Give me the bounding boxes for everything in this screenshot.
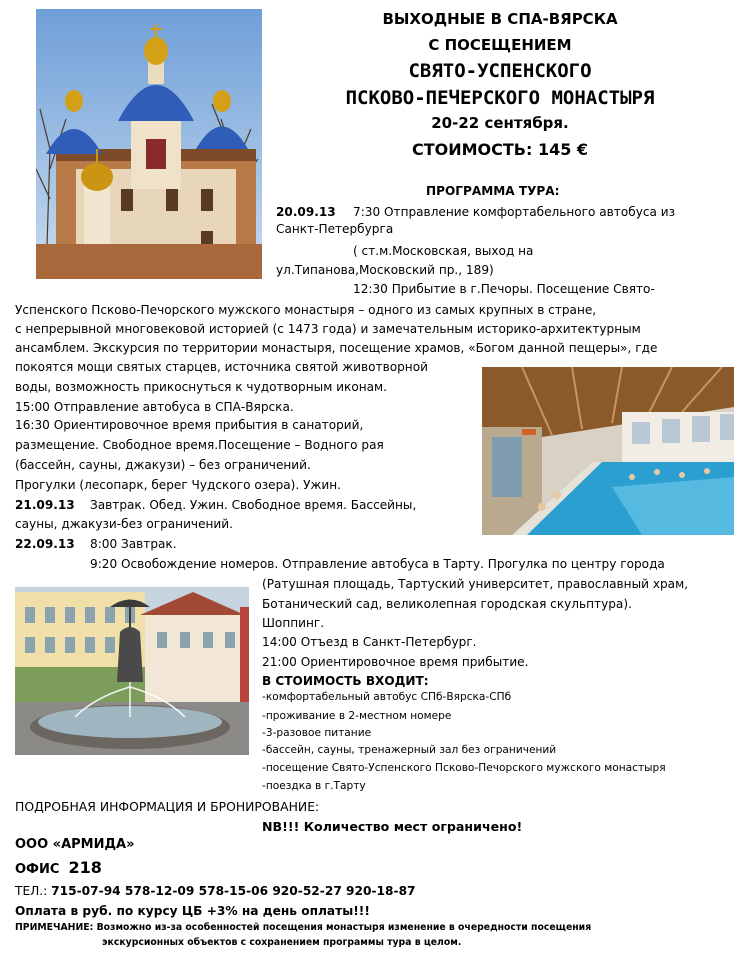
day3-line: 21:00 Ориентировочное время прибытие. (262, 655, 529, 669)
company-name: ООО «АРМИДА» (15, 837, 135, 852)
office-number: 218 (68, 858, 102, 877)
included-item: -3-разовое питание (262, 727, 372, 739)
booking-info-label: ПОДРОБНАЯ ИНФОРМАЦИЯ И БРОНИРОВАНИЕ: (15, 799, 320, 814)
tartu-square-photo (15, 587, 249, 755)
included-item: -комфортабельный автобус СПб-Вярска-СПб (262, 691, 512, 703)
included-item: -поездка в г.Тарту (262, 780, 366, 792)
tour-dates: 20-22 сентября. (431, 114, 569, 132)
day3-line: (Ратушная площадь, Тартуский университет, православный храм, (262, 577, 689, 591)
office-label: ОФИС (15, 862, 60, 877)
day3-line: Шоппинг. (262, 616, 325, 630)
phones-label: ТЕЛ.: (15, 884, 48, 898)
remark-label: ПРИМЕЧАНИЕ: (15, 922, 94, 933)
day3-line: Ботанический сад, великолепная городская скульптура). (262, 597, 632, 611)
day3-date: 22.09.13 (15, 537, 75, 551)
day1-line: воды, возможность прикоснуться к чудотворным иконам. (15, 380, 388, 394)
phones-line (15, 884, 416, 898)
day1-line: Санкт-Петербурга (276, 222, 394, 236)
included-item: -посещение Свято-Успенского Псково-Печорского мужского монастыря (262, 762, 666, 774)
monastery-photo (36, 9, 262, 279)
office-line (15, 858, 102, 877)
day1-line: 7:30 Отправление комфортабельного автобуса из (353, 205, 676, 219)
day1-line: с непрерывной многовековой историей (с 1473 года) и замечательным историко-архитектурным (15, 322, 641, 336)
day1-line: 15:00 Отправление автобуса в СПА-Вярска. (15, 400, 294, 414)
day1-line: 12:30 Прибытие в г.Печоры. Посещение Свято- (353, 282, 655, 296)
day3-line: 8:00 Завтрак. (90, 537, 177, 551)
day1-line: ансамблем. Экскурсия по территории монастыря, посещение храмов, «Богом данной пещеры», где (15, 341, 658, 355)
pool-photo (482, 367, 734, 535)
day1-line: 16:30 Ориентировочное время прибытия в санаторий, (15, 418, 364, 432)
remark-line-2: экскурсионных объектов с сохранением программы тура в целом. (102, 937, 462, 948)
payment-note: Оплата в руб. по курсу ЦБ +3% на день оплаты!!! (15, 904, 370, 918)
day2-line: Завтрак. Обед. Ужин. Свободное время. Бассейны, (90, 498, 417, 512)
day2-line: сауны, джакузи-без ограничений. (15, 517, 233, 531)
day1-line: покоятся мощи святых старцев, источника святой животворной (15, 360, 428, 374)
day1-line: ( ст.м.Московская, выход на (353, 244, 534, 258)
day1-date: 20.09.13 (276, 205, 336, 219)
remark-line-1 (15, 922, 591, 933)
header-line-3: СВЯТО-УСПЕНСКОГО (408, 60, 592, 82)
header-line-4: ПСКОВО-ПЕЧЕРСКОГО МОНАСТЫРЯ (345, 87, 655, 109)
day2-date: 21.09.13 (15, 498, 75, 512)
nb-notice: NB!!! Количество мест ограничено! (262, 819, 523, 834)
day1-line: Прогулки (лесопарк, берег Чудского озера). Ужин. (15, 478, 341, 492)
included-item: -бассейн, сауны, тренажерный зал без ограничений (262, 744, 557, 756)
day3-line: 14:00 Отъезд в Санкт-Петербург. (262, 635, 477, 649)
day1-line: размещение. Свободное время.Посещение – Водного рая (15, 438, 384, 452)
phones: 715-07-94 578-12-09 578-15-06 920-52-27 920-18-87 (51, 884, 416, 898)
day3-line: 9:20 Освобождение номеров. Отправление автобуса в Тарту. Прогулка по центру города (90, 557, 665, 571)
included-item: -проживание в 2-местном номере (262, 710, 452, 722)
remark-text: Возможно из-за особенностей посещения монастыря изменение в очередности посещения (96, 922, 592, 933)
header-line-2: С ПОСЕЩЕНИЕМ (428, 36, 572, 54)
included-heading: В СТОИМОСТЬ ВХОДИТ: (262, 674, 429, 688)
day1-line: ул.Типанова,Московский пр., 189) (276, 263, 494, 277)
day1-line: (бассейн, сауны, джакузи) – без ограничений. (15, 458, 311, 472)
program-heading: ПРОГРАММА ТУРА: (426, 184, 560, 198)
header-line-1: ВЫХОДНЫЕ В СПА-ВЯРСКА (382, 10, 618, 28)
day1-line: Успенского Псково-Печорского мужского монастыря – одного из самых крупных в стране, (15, 303, 597, 317)
tour-price: СТОИМОСТЬ: 145 € (411, 140, 589, 159)
